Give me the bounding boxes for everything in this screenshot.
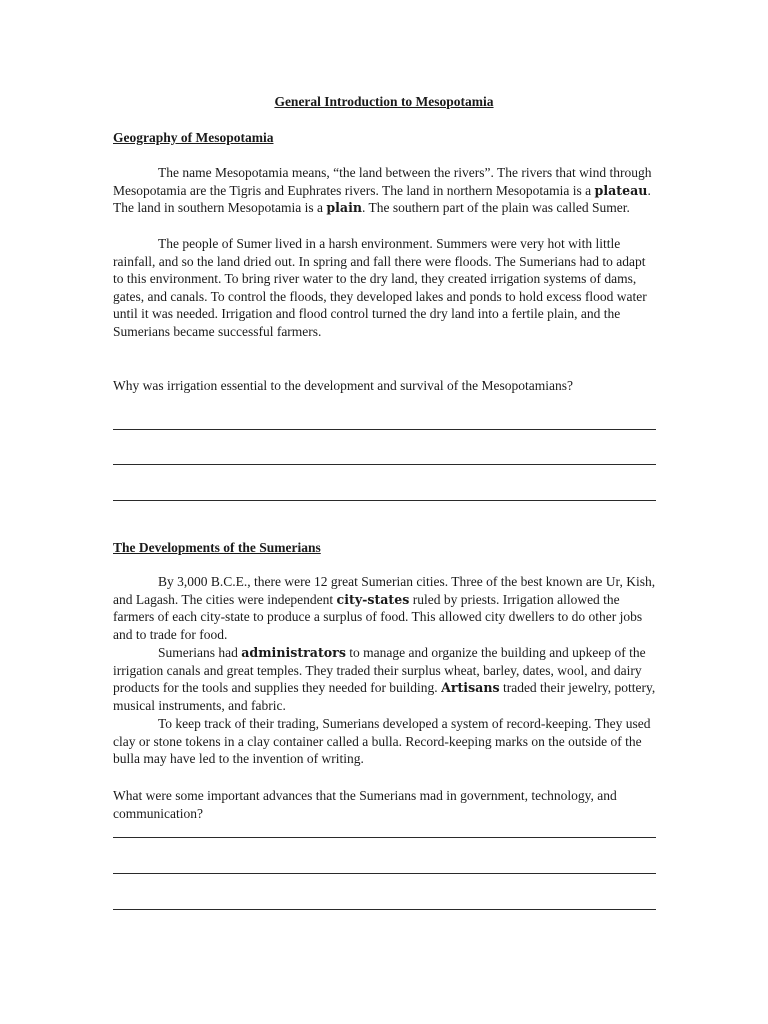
term-plateau: plateau xyxy=(594,182,648,198)
answer-line[interactable] xyxy=(113,837,656,838)
term-administrators: administrators xyxy=(241,645,346,660)
paragraph-geography-1: The name Mesopotamia means, “the land between the rivers”. The rivers that wind through Mesopotamia are the Tigris and Euphrates rivers. The land in northern Mesopotamia is a plateau. The land in southern Mesopotamia is a plain. The southern part of the plain was called Sumer. xyxy=(113,165,652,216)
term-artisans: Artisans xyxy=(441,680,500,696)
paragraph-developments-2: Sumerians had administrators to manage and organize the building and upkeep of the irrigation canals and great temples. They traded their surplus wheat, barley, dates, wool, and dairy products for the tools and supplies they needed for building. Artisans traded their jewelry, pottery, musical instruments, and fabric. xyxy=(113,645,656,713)
term-plain: plain xyxy=(326,200,363,216)
answer-line[interactable] xyxy=(113,909,656,910)
question-advances: What were some important advances that the Sumerians mad in government, technology, and communication? xyxy=(113,788,617,821)
paragraph-developments-1: By 3,000 B.C.E., there were 12 great Sumerian cities. Three of the best known are Ur, Kish, and Lagash. The cities were independent city-states ruled by priests. Irrigation allowed the farmers of each city-state to produce a surplus of food. This allowed city dwellers to do other jobs and to trade for food. xyxy=(113,574,656,642)
question-irrigation: Why was irrigation essential to the development and survival of the Mesopotamians? xyxy=(113,378,574,393)
page-title: General Introduction to Mesopotamia xyxy=(274,94,494,109)
answer-line[interactable] xyxy=(113,464,656,465)
term-city-states: city-states xyxy=(336,591,410,607)
answer-line[interactable] xyxy=(113,873,656,874)
answer-line[interactable] xyxy=(113,500,656,501)
paragraph-geography-2: The people of Sumer lived in a harsh environment. Summers were very hot with little rainfall, and so the land dried out. In spring and fall there were floods. The Sumerians had to adapt to this environment. To bring river water to the dry land, they created irrigation systems of dams, gates, and canals. To control the floods, they developed lakes and ponds to hold excess flood water until it was needed. Irrigation and flood control turned the dry land into a fertile plain, and the Sumerians became successful farmers. xyxy=(113,236,647,339)
answer-line[interactable] xyxy=(113,429,656,430)
section-heading-developments: The Developments of the Sumerians xyxy=(113,540,321,555)
section-heading-geography: Geography of Mesopotamia xyxy=(113,130,274,145)
paragraph-developments-3: To keep track of their trading, Sumerians developed a system of record-keeping. They used clay or stone tokens in a clay container called a bulla. Record-keeping marks on the outside of the bulla may have led to the invention of writing. xyxy=(113,716,651,767)
